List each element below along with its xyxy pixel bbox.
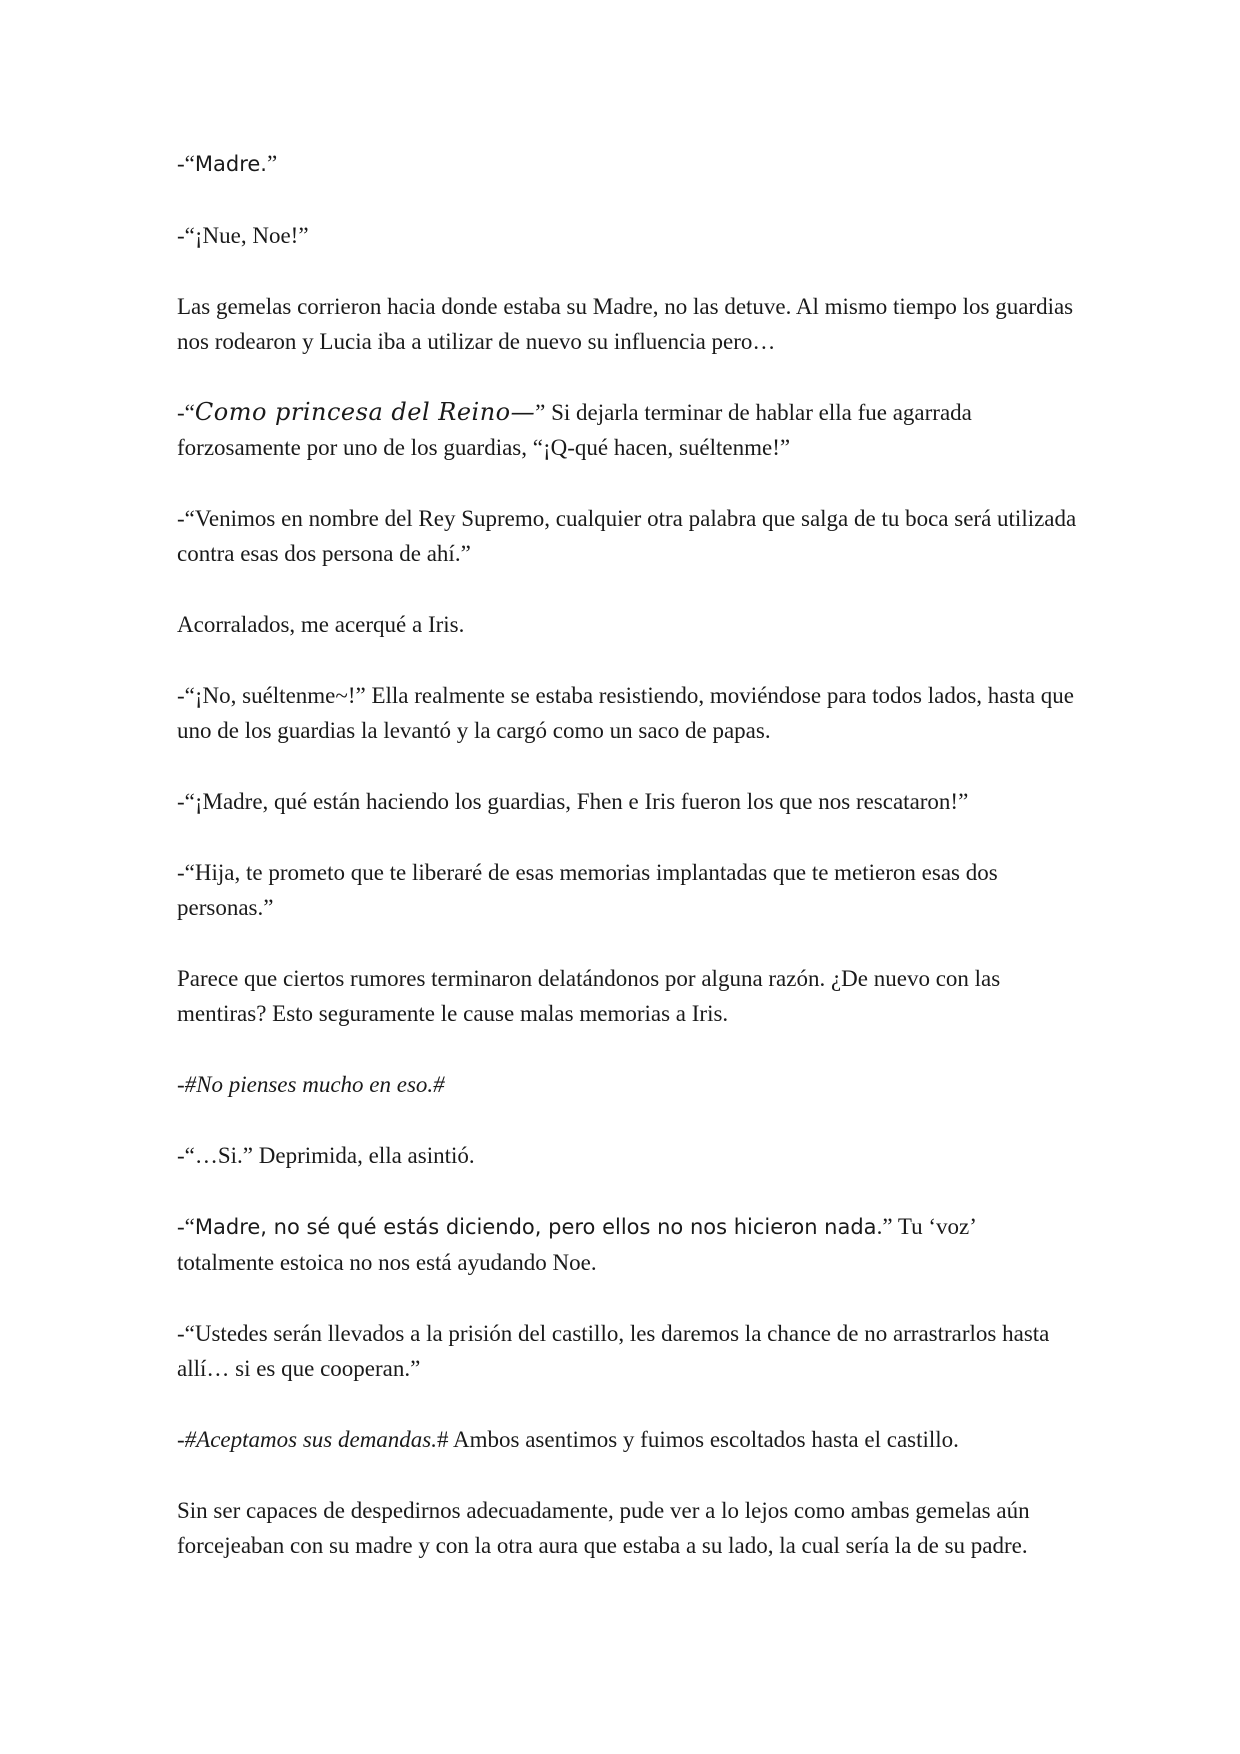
document-body — [177, 146, 1077, 1599]
telepathy-open: -# — [177, 1427, 197, 1452]
paragraph-7: -“¡No, suéltenme~!” Ella realmente se estaba resistiendo, moviéndose para todos lados, hasta que uno de los guardias la levantó y la cargó como un saco de papas. — [177, 683, 1074, 743]
dialogue-noe: Madre, no sé qué estás diciendo, pero ellos no nos hicieron nada — [194, 1215, 877, 1239]
paragraph-9: -“Hija, te prometo que te liberaré de esas memorias implantadas que te metieron esas dos personas.” — [177, 860, 998, 920]
paragraph-14: -“Ustedes serán llevados a la prisión del castillo, les daremos la chance de no arrastrarlos hasta allí… si es que cooperan.” — [177, 1321, 1050, 1381]
dialogue-open: -“ — [177, 1214, 195, 1239]
paragraph-12: -“…Si.” Deprimida, ella asintió. — [177, 1143, 475, 1168]
dialogue-open: -“ — [177, 400, 195, 425]
paragraph-8: -“¡Madre, qué están haciendo los guardias, Fhen e Iris fueron los que nos rescataron!” — [177, 789, 969, 814]
narration-text: ” Si dejarla terminar de hablar ella fue agarrada forzosamente por uno de los guardias, “¡Q-qué hacen, suéltenme!” — [177, 400, 972, 460]
dialogue-noe: Madre. — [194, 152, 267, 176]
paragraph-15 — [177, 1422, 1077, 1457]
paragraph-3: Las gemelas corrieron hacia donde estaba su Madre, no las detuve. Al mismo tiempo los guardias nos rodearon y Lucia iba a utilizar de nuevo su influencia pero… — [177, 294, 1074, 354]
dialogue-lucia: Como princesa del Reino— — [194, 398, 536, 426]
narration-text: # Ambos asentimos y fuimos escoltados hasta el castillo. — [437, 1427, 959, 1452]
paragraph-1 — [177, 146, 1077, 182]
dialogue-open: -“ — [177, 151, 195, 176]
narration-text: .” Tu ‘voz’ totalmente estoica no nos está ayudando Noe. — [177, 1214, 976, 1275]
paragraph-16: Sin ser capaces de despedirnos adecuadamente, pude ver a lo lejos como ambas gemelas aún forcejeaban con su madre y con la otra aura que estaba a su lado, la cual sería la de su padre. — [177, 1498, 1030, 1558]
paragraph-10: Parece que ciertos rumores terminaron delatándonos por alguna razón. ¿De nuevo con las mentiras? Esto seguramente le cause malas memorias a Iris. — [177, 966, 1001, 1026]
paragraph-5: -“Venimos en nombre del Rey Supremo, cualquier otra palabra que salga de tu boca será utilizada contra esas dos persona de ahí.” — [177, 506, 1077, 566]
paragraph-6: Acorralados, me acerqué a Iris. — [177, 612, 465, 637]
paragraph-4 — [177, 395, 1077, 465]
paragraph-11: -#No pienses mucho en eso.# — [177, 1072, 445, 1097]
telepathy-text: Aceptamos sus demandas. — [196, 1427, 438, 1452]
paragraph-2: -“¡Nue, Noe!” — [177, 223, 309, 248]
paragraph-13 — [177, 1209, 1077, 1280]
dialogue-close: ” — [266, 151, 278, 176]
